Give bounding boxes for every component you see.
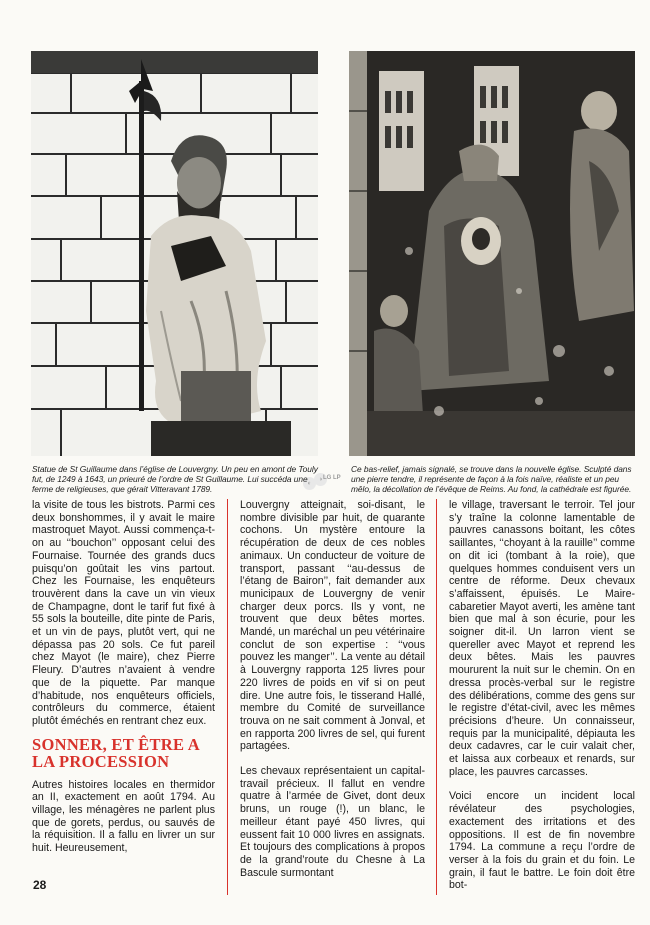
col3-paragraph-2: Voici encore un incident local révélateur des psychologies, exactement des irritations et des oppositions. Il est de fin novembre 1794. La commune a reçu l’ordre de verser à la fois du grain et du foin. Le grain, il faut le battre. Le foin doit être bot- bbox=[449, 790, 635, 892]
caption-bas-relief: Ce bas-relief, jamais signalé, se trouve dans la nouvelle église. Sculpté dans une pierre tendre, il représente de façon à la fois naïve, réaliste et un peu mêlo, la décollation de l’évêque de Reims. Au fond, la cathédrale est figurée. bbox=[351, 464, 632, 494]
photo-statue bbox=[31, 51, 318, 456]
section-heading: SONNER, ET ÊTRE A LA PROCESSION bbox=[32, 734, 200, 772]
col2-paragraph-2: Les chevaux représentaient un capital-travail précieux. Il fallut en vendre quatre à l’armée de Givet, dont deux bruns, un rouge (!), un blanc, le meilleur étant payé 450 livres, qui eussent fait 10 000 livres en assignats. Et toujours des complications à propos de la grand’route du Chesne à La Bascule surmontant bbox=[240, 765, 425, 879]
column-1 bbox=[32, 499, 215, 855]
bas-relief-illustration bbox=[349, 51, 635, 456]
col2-paragraph-1: Louvergny atteignait, soi-disant, le nombre divisible par huit, de quarante cochons. Un mystère entoure la récupération de deux de ces nobles animaux. Un conducteur de voiture de transport, passant ‘‘au-dessus de l’étang de Bairon’’, fait demander aux municipaux de Louvergny de venir charger deux porcs. Ils y vont, ne trouvent que deux bêtes mortes. Mandé, un maréchal un peu vétérinaire conclut de son expertise : ‘‘vous pouvez les manger’’. La vente au détail à Louvergny rapporta 125 livres pour 220 livres de poids en vif si on peut dire. Une autre fois, le tisserand Hallé, membre du Comité de surveillance trouva on ne sait comment à Jonval, et en rapporta 200 livres de sel, qui furent partagées. bbox=[240, 499, 425, 753]
page-number: 28 bbox=[33, 878, 47, 892]
column-2 bbox=[240, 499, 425, 879]
col1-paragraph-2: Autres histoires locales en thermidor an II, exactement en août 1794. Au village, les ménagères ne parlent plus que de gorets, perdus, ou sauvés de la réquisition. Il a fallu en livrer un sur huit. Heureusement, bbox=[32, 778, 215, 855]
column-3 bbox=[449, 499, 635, 892]
photo-bas-relief bbox=[349, 51, 635, 456]
logo-bubble-left: ◐ bbox=[303, 477, 316, 490]
logo-text: LG LP bbox=[323, 475, 341, 481]
statue-illustration bbox=[31, 51, 318, 456]
logo-bubble-right: ◑ bbox=[314, 473, 327, 486]
column-rule-2 bbox=[436, 499, 437, 895]
caption-statue: Statue de St Guillaume dans l’église de Louvergny. Un peu en amont de Touly fut, de 1249 à 1643, un prieuré de l’ordre de St Guillaume. Lui succéda une ferme de religieuses, que gérait Vitteravant 1789. bbox=[32, 464, 318, 494]
col3-paragraph-1: le village, traversant le terroir. Tel jour s’y traîne la colonne lamentable de pauvres canassons boitant, les côtes saillantes, ‘‘choyant à la rauille’’ comme on dit ici (tombant à la roie), que quelques hommes conduisent vers un centre de réforme. Deux chevaux s’affaissent, épuisés. Le Maire-cabaretier Mayot averti, les amène tant bien que mal à son écurie, pour les soigner dit-il. Un larron vient se quereller avec Mayot et reprend les deux bêtes. Mais les pauvres moururent la nuit sur le chemin. On en dressa procès-verbal sur le registre des délibérations, comme des gens sur le registre d’état-civil, avec les mêmes précisions d’heure. Un connaisseur, requis par la municipalité, dépiauta les deux cadavres, car le cuir valait cher, et laissa aux corbeaux et renards, sur place, les pauvres carcasses. bbox=[449, 499, 635, 778]
column-rule-1 bbox=[227, 499, 228, 895]
col1-paragraph-1: la visite de tous les bistrots. Parmi ces deux bonshommes, il y avait le maire mastroquet Mayot. Aussi commença-t-on au ‘‘bouchon’’ opposant celui des Fournaise. Tournée des grands ducs puisqu’on goûtait les vins partout. Chez les Fournaise, les enquêteurs trouvèrent dans la cave un vin vieux de Champagne, dont le tarif fut fixé à 55 sols la bouteille, dite pinte de Paris, et un vin de pays, plutôt vert, qui ne dépassa pas 20 sols. Ce fut pareil chez Mayot (le maire), chez Pierre Fleury. D’autres n’avaient à vendre que de la piquette. Par manque d’habitude, nos enquêteurs officiels, contrôleurs du commerce, étaient plutôt éméchés en rentrant chez eux. bbox=[32, 499, 215, 727]
